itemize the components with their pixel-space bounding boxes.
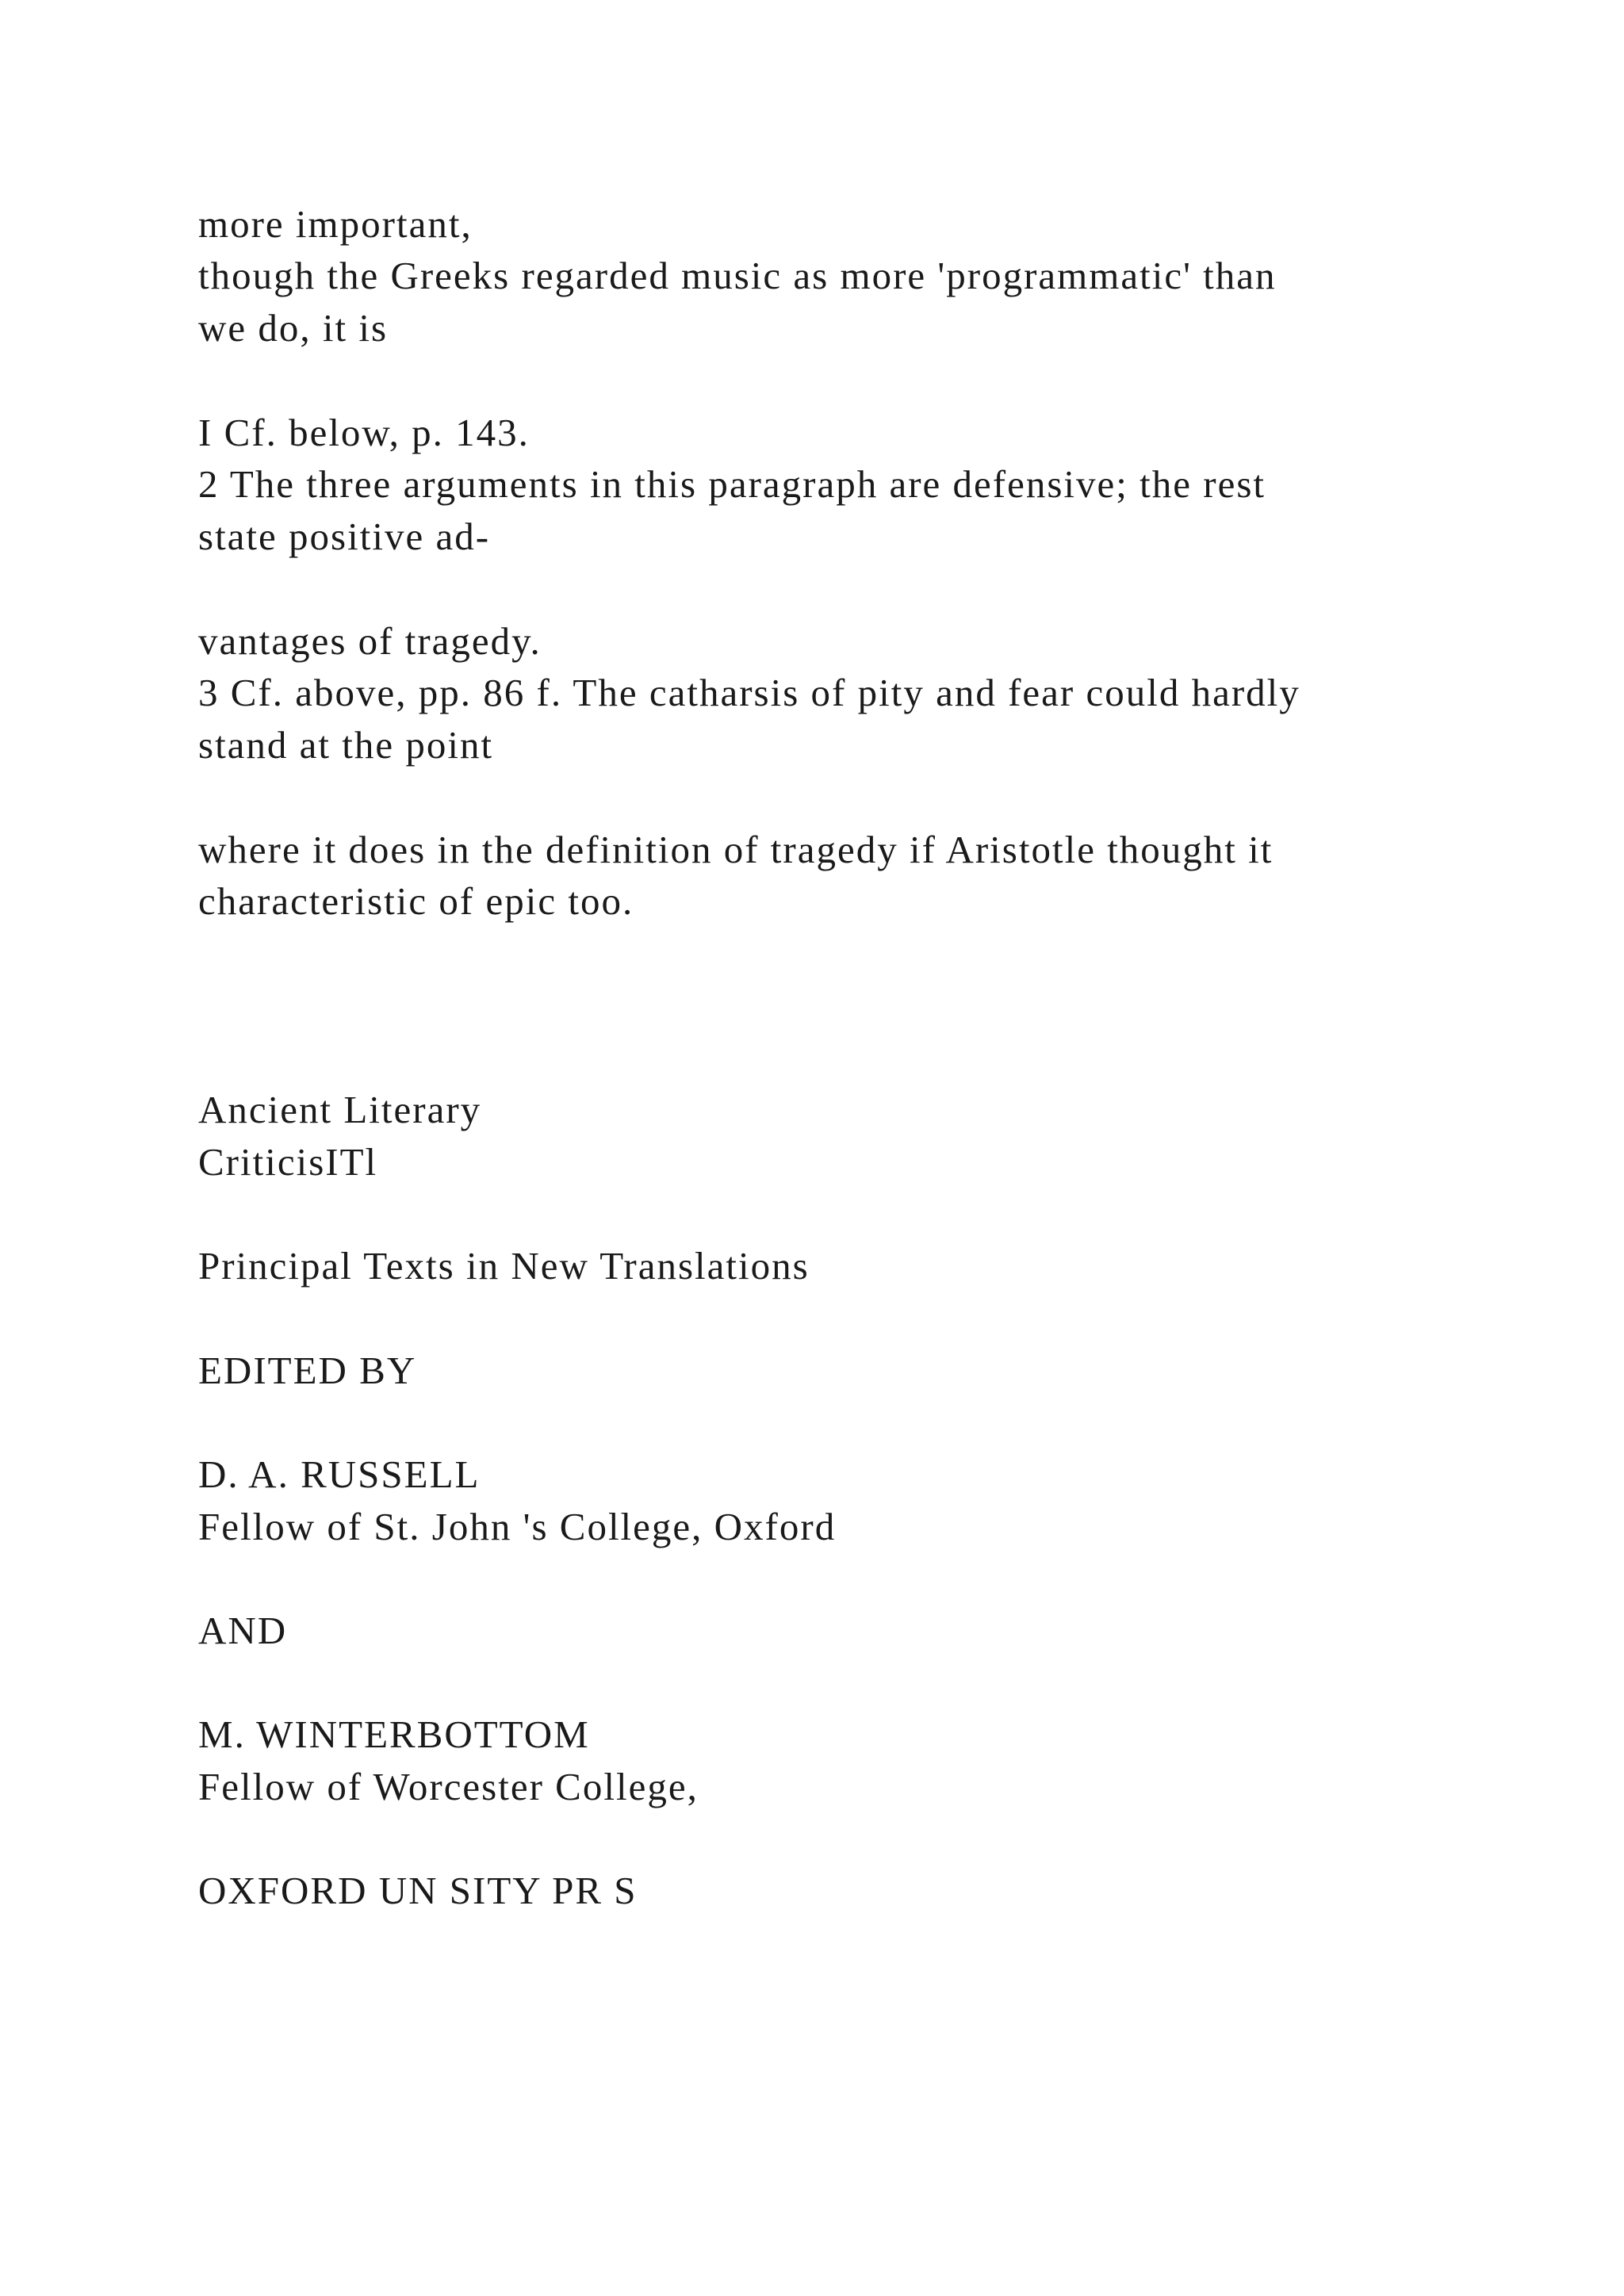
footnote-line: 3 Cf. above, pp. 86 f. The catharsis of pity and fear could hardly	[198, 671, 1300, 714]
footnote-line: 2 The three arguments in this paragraph are defensive; the rest	[198, 462, 1266, 506]
body-text-line: though the Greeks regarded music as more 'programmatic' than	[198, 254, 1277, 297]
footnote-line: stand at the point	[198, 723, 494, 767]
book-subtitle: Principal Texts in New Translations	[198, 1244, 810, 1288]
edited-by-label: EDITED BY	[198, 1349, 417, 1392]
editor-name: M. WINTERBOTTOM	[198, 1712, 590, 1756]
footnote-line: I Cf. below, p. 143.	[198, 411, 530, 454]
footnote-line: characteristic of epic too.	[198, 879, 634, 923]
book-title: CriticisITl	[198, 1140, 378, 1184]
footnote-line: where it does in the definition of tragedy if Aristotle thought it	[198, 828, 1274, 871]
body-text-line: we do, it is	[198, 306, 389, 350]
publisher-name: OXFORD UN SITY PR S	[198, 1869, 638, 1912]
book-title: Ancient Literary	[198, 1088, 482, 1131]
conjunction-text: AND	[198, 1609, 288, 1652]
editor-affiliation: Fellow of St. John 's College, Oxford	[198, 1505, 837, 1548]
editor-affiliation: Fellow of Worcester College,	[198, 1765, 699, 1808]
footnote-line: state positive ad-	[198, 515, 491, 558]
body-text-line: more important,	[198, 202, 473, 246]
editor-name: D. A. RUSSELL	[198, 1452, 481, 1496]
footnote-line: vantages of tragedy.	[198, 619, 542, 663]
